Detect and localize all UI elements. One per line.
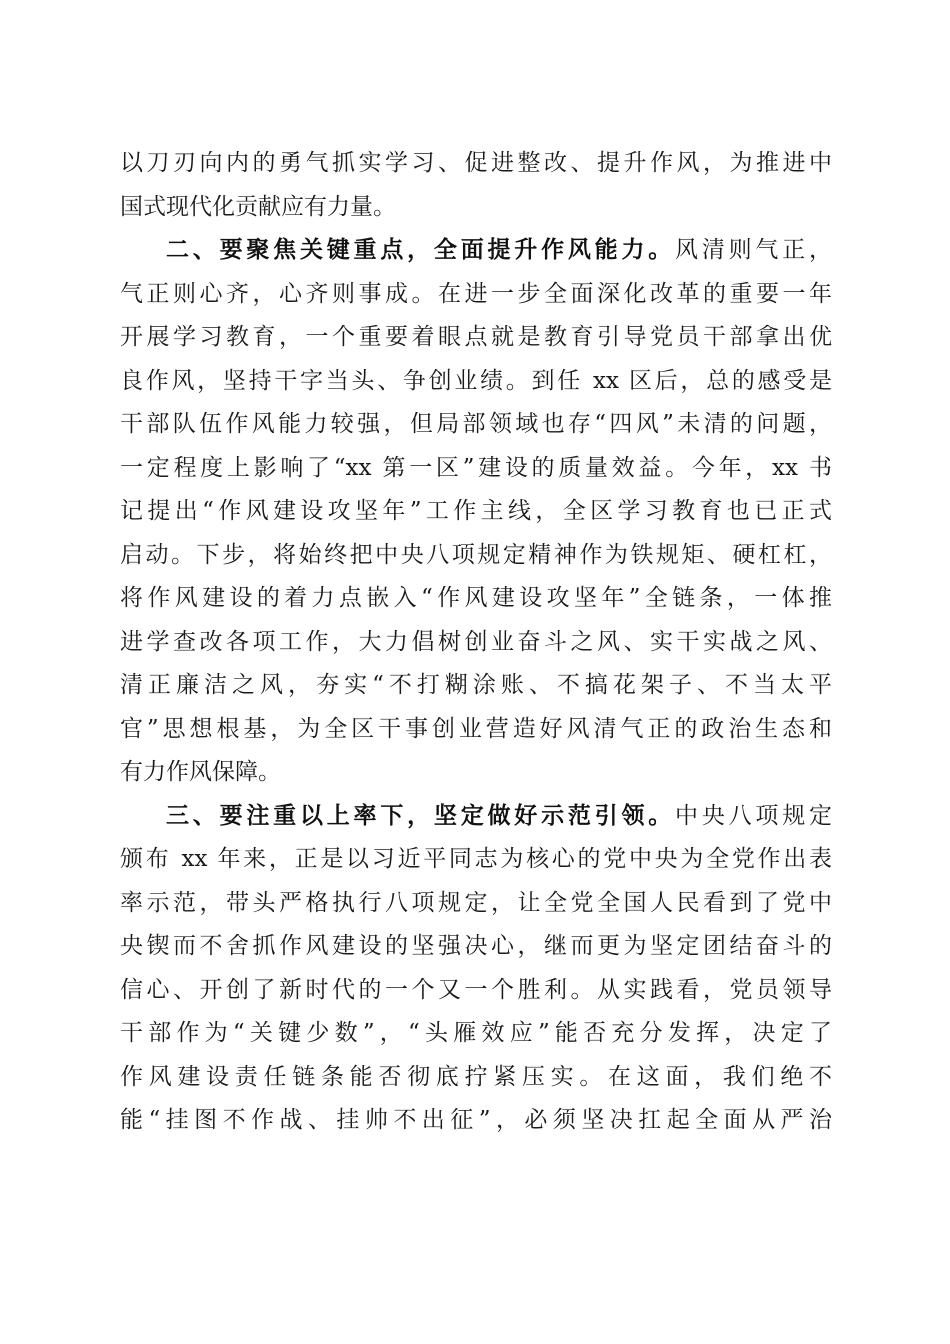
text-line: 记提出“作风建设攻坚年”工作主线，全区学习教育也已正式 [120,498,832,524]
section-heading-2: 二、要聚焦关键重点，全面提升作风能力。 [166,237,676,263]
paragraph-1 [120,142,832,229]
text-line: 清正廉洁之风，夯实“不打糊涂账、不搞花架子、不当太平 [120,672,832,698]
text-line: 将作风建设的着力点嵌入“作风建设攻坚年”全链条，一体推 [120,585,832,611]
text-line: 以刀刃向内的勇气抓实学习、促进整改、提升作风，为推进中 [120,150,832,176]
text-run: 风清则气正， [675,237,833,263]
paragraph-2 [120,229,832,795]
text-run: 中央八项规定 [675,802,833,829]
text-line: 能“挂图不作战、挂帅不出征”，必须坚决扛起全面从严治 [120,1107,832,1133]
text-line: 良作风，坚持干字当头、争创业绩。到任 xx 区后，总的感受是 [120,367,832,394]
text-line: 气正则心齐，心齐则事成。在进一步全面深化改革的重要一年 [120,280,832,307]
text-line: 启动。下步，将始终把中央八项规定精神作为铁规矩、硬杠杠， [120,541,832,568]
document-body [120,142,832,1143]
text-line: 率示范，带头严格执行八项规定，让全党全国人民看到了党中 [120,889,832,916]
text-line: 信心、开创了新时代的一个又一个胜利。从实践看，党员领导 [120,976,832,1003]
paragraph-3 [120,795,832,1143]
text-line: 颁布 xx 年来，正是以习近平同志为核心的党中央为全党作出表 [120,846,832,872]
text-line: 国式现代化贡献应有力量。 [120,193,396,220]
text-line: 作风建设责任链条能否彻底拧紧压实。在这面，我们绝不 [120,1063,832,1090]
text-line: 进学查改各项工作，大力倡树创业奋斗之风、实干实战之风、 [120,628,832,655]
text-line: 干部作为“关键少数”，“头雁效应”能否充分发挥，决定了 [120,1020,832,1046]
text-line [120,229,832,273]
text-line: 有力作风保障。 [120,759,281,785]
text-line [120,795,832,839]
text-line: 央锲而不舍抓作风建设的坚强决心，继而更为坚定团结奋斗的 [120,933,832,959]
text-line: 干部队伍作风能力较强，但局部领域也存“四风”未清的问题， [120,411,832,437]
text-line: 一定程度上影响了“xx 第一区”建设的质量效益。今年，xx 书 [120,454,832,481]
section-heading-3: 三、要注重以上率下，坚定做好示范引领。 [166,802,676,829]
text-line: 开展学习教育，一个重要着眼点就是教育引导党员干部拿出优 [120,324,832,350]
text-line: 官”思想根基，为全区干事创业营造好风清气正的政治生态和 [120,715,832,742]
